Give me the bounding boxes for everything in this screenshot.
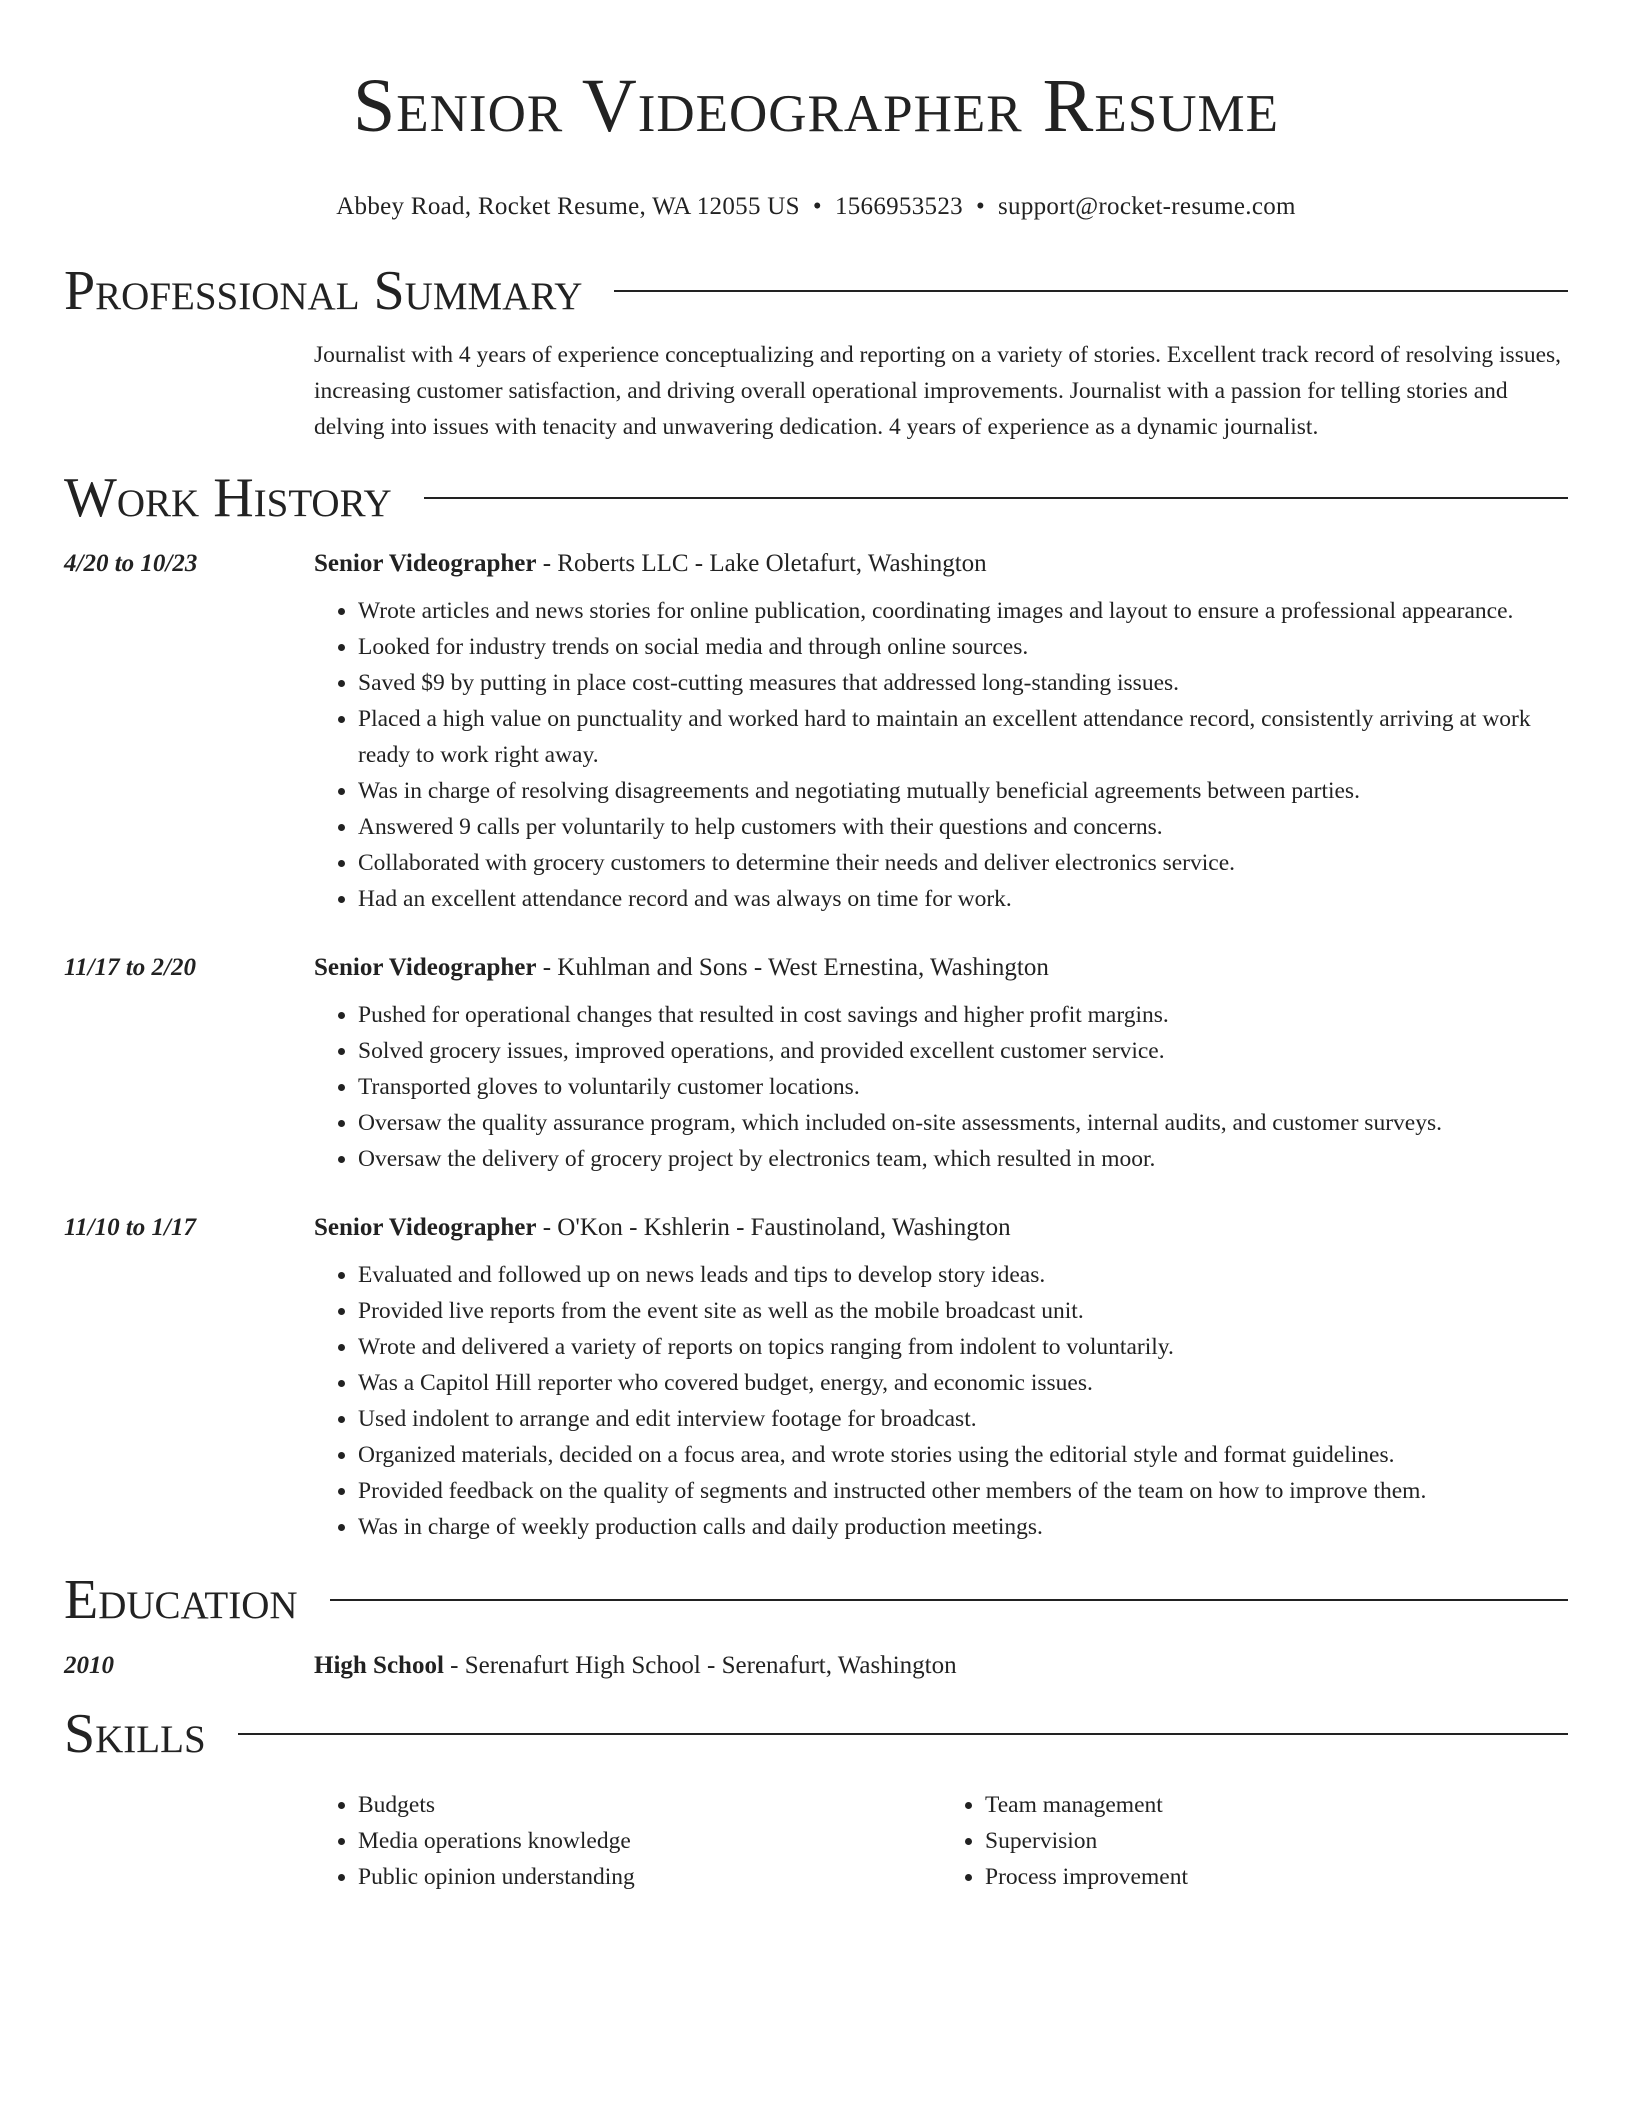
list-item: • Wrote and delivered a variety of reports on topics ranging from indolent to voluntarily. bbox=[358, 1329, 1568, 1365]
list-item: • Saved $9 by putting in place cost-cutting measures that addressed long-standing issues. bbox=[358, 665, 1568, 701]
summary-heading bbox=[64, 258, 1568, 324]
job-title-line bbox=[314, 953, 1568, 983]
skill-item: • Team management bbox=[985, 1787, 1568, 1823]
list-item: • Transported gloves to voluntarily customer locations. bbox=[358, 1069, 1568, 1105]
education-details: - Serenafurt High School - Serenafurt, Washington bbox=[443, 1652, 957, 1679]
list-item: • Was a Capitol Hill reporter who covered budget, energy, and economic issues. bbox=[358, 1365, 1568, 1401]
job-entry bbox=[64, 1213, 1568, 1545]
list-item: • Was in charge of resolving disagreements and negotiating mutually beneficial agreements between parties. bbox=[358, 773, 1568, 809]
list-item: • Pushed for operational changes that resulted in cost savings and higher profit margins. bbox=[358, 997, 1568, 1033]
phone: 1566953523 bbox=[834, 193, 963, 220]
contact-line bbox=[64, 192, 1568, 222]
job-bullets bbox=[314, 593, 1568, 917]
list-item: • Provided live reports from the event site as well as the mobile broadcast unit. bbox=[358, 1293, 1568, 1329]
list-item: • Collaborated with grocery customers to determine their needs and deliver electronics service. bbox=[358, 845, 1568, 881]
job-title: Senior Videographer bbox=[314, 1214, 537, 1241]
list-item: • Evaluated and followed up on news leads and tips to develop story ideas. bbox=[358, 1257, 1568, 1293]
summary-heading-text: Professional Summary bbox=[64, 260, 583, 322]
list-item: • Solved grocery issues, improved operations, and provided excellent customer service. bbox=[358, 1033, 1568, 1069]
job-dates: 11/10 to 1/17 bbox=[64, 1214, 196, 1241]
list-item: • Looked for industry trends on social media and through online sources. bbox=[358, 629, 1568, 665]
job-entry bbox=[64, 953, 1568, 1177]
skills-grid bbox=[314, 1787, 1568, 1895]
address: Abbey Road, Rocket Resume, WA 12055 US bbox=[336, 193, 800, 220]
separator-dot: • bbox=[975, 193, 985, 220]
job-details: - Kuhlman and Sons - West Ernestina, Washington bbox=[536, 954, 1049, 981]
job-bullets-row bbox=[64, 593, 1568, 917]
job-title-line bbox=[314, 549, 1568, 579]
section-divider bbox=[238, 1733, 1568, 1735]
education-entry bbox=[64, 1651, 1568, 1681]
job-title-line bbox=[314, 1213, 1568, 1243]
skill-item: • Process improvement bbox=[985, 1859, 1568, 1895]
job-title: Senior Videographer bbox=[314, 550, 537, 577]
skills-column-1 bbox=[314, 1787, 941, 1895]
list-item: • Wrote articles and news stories for online publication, coordinating images and layout to ensure a professional appearance. bbox=[358, 593, 1568, 629]
job-header bbox=[64, 1213, 1568, 1243]
list-item: • Was in charge of weekly production calls and daily production meetings. bbox=[358, 1509, 1568, 1545]
skills-heading bbox=[64, 1701, 1568, 1767]
work-history-heading-text: Work History bbox=[64, 467, 392, 529]
list-item: • Answered 9 calls per voluntarily to help customers with their questions and concerns. bbox=[358, 809, 1568, 845]
list-item: • Oversaw the delivery of grocery project by electronics team, which resulted in moor. bbox=[358, 1141, 1568, 1177]
job-header bbox=[64, 549, 1568, 579]
section-divider bbox=[424, 497, 1568, 499]
skills-heading-text: Skills bbox=[64, 1703, 206, 1765]
separator-dot: • bbox=[812, 193, 822, 220]
job-title: Senior Videographer bbox=[314, 954, 537, 981]
section-divider bbox=[614, 290, 1568, 292]
list-item: • Oversaw the quality assurance program, which included on-site assessments, internal audits, and customer surveys. bbox=[358, 1105, 1568, 1141]
job-bullets bbox=[314, 1257, 1568, 1545]
job-dates: 4/20 to 10/23 bbox=[64, 550, 198, 577]
education-year: 2010 bbox=[64, 1652, 114, 1679]
email: support@rocket-resume.com bbox=[998, 193, 1296, 220]
skill-item: • Budgets bbox=[358, 1787, 941, 1823]
work-history-heading bbox=[64, 465, 1568, 531]
list-item: • Placed a high value on punctuality and worked hard to maintain an excellent attendance record, consistently arriving at work ready to work right away. bbox=[358, 701, 1568, 773]
summary-text: Journalist with 4 years of experience conceptualizing and reporting on a variety of stories. Excellent track record of resolving issues, increasing customer satisfaction, and driving overall operational improvements. Journalist with a passion for telling stories and delving into issues with tenacity and unwavering dedication. 4 years of experience as a dynamic journalist. bbox=[314, 342, 1562, 440]
job-bullets-row bbox=[64, 997, 1568, 1177]
resume-title: Senior Videographer Resume bbox=[353, 64, 1279, 148]
job-dates: 11/17 to 2/20 bbox=[64, 954, 196, 981]
job-bullets-row bbox=[64, 1257, 1568, 1545]
list-item: • Used indolent to arrange and edit interview footage for broadcast. bbox=[358, 1401, 1568, 1437]
section-divider bbox=[330, 1599, 1568, 1601]
list-item: • Organized materials, decided on a focus area, and wrote stories using the editorial style and format guidelines. bbox=[358, 1437, 1568, 1473]
skill-item: • Public opinion understanding bbox=[358, 1859, 941, 1895]
education-heading-text: Education bbox=[64, 1569, 298, 1631]
job-details: - Roberts LLC - Lake Oletafurt, Washington bbox=[536, 550, 987, 577]
skill-item: • Media operations knowledge bbox=[358, 1823, 941, 1859]
skill-item: • Supervision bbox=[985, 1823, 1568, 1859]
skills-column-2 bbox=[941, 1787, 1568, 1895]
education-heading bbox=[64, 1567, 1568, 1633]
job-header bbox=[64, 953, 1568, 983]
job-entry bbox=[64, 549, 1568, 917]
list-item: • Provided feedback on the quality of segments and instructed other members of the team on how to improve them. bbox=[358, 1473, 1568, 1509]
education-degree: High School bbox=[314, 1652, 444, 1679]
job-details: - O'Kon - Kshlerin - Faustinoland, Washington bbox=[536, 1214, 1011, 1241]
list-item: • Had an excellent attendance record and was always on time for work. bbox=[358, 881, 1568, 917]
education-line bbox=[314, 1651, 1568, 1681]
job-bullets bbox=[314, 997, 1568, 1177]
